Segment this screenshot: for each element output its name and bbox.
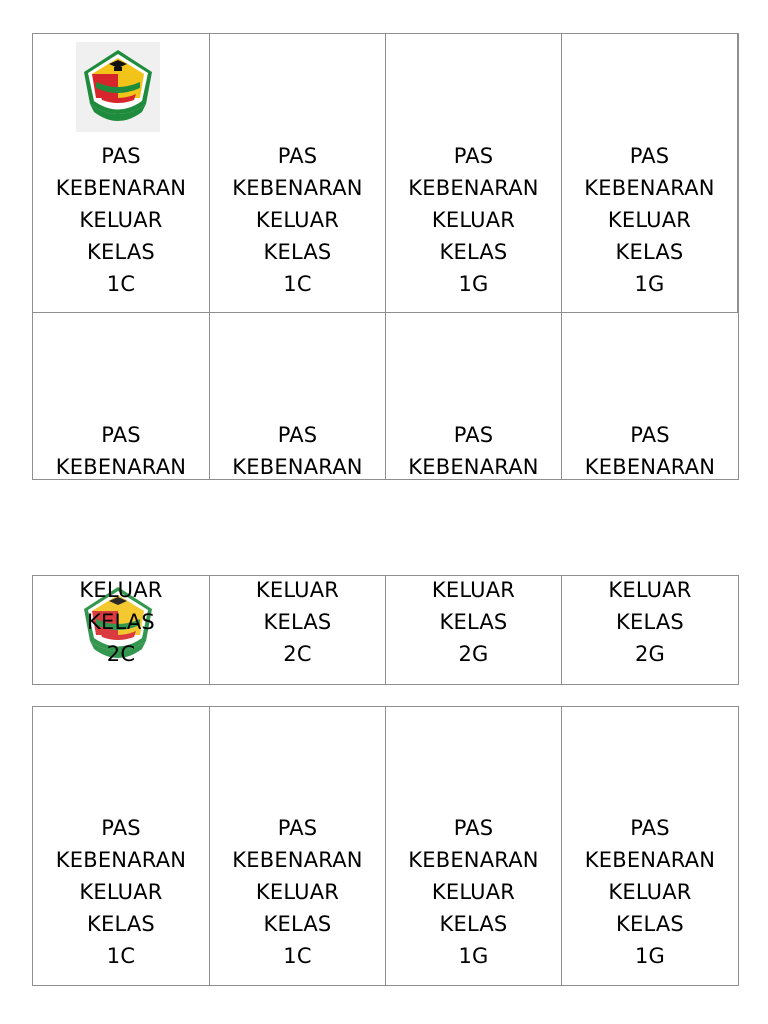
- pass-line: KELUAR: [79, 578, 163, 602]
- pass-line: PAS: [101, 423, 141, 447]
- pass-line: KELUAR: [79, 880, 163, 904]
- pass-line: KEBENARAN: [408, 455, 539, 479]
- pass-text: [562, 576, 738, 670]
- pass-line: PAS: [630, 816, 670, 840]
- pass-line: KEBENARAN: [408, 176, 539, 200]
- pass-line: KEBENARAN: [55, 176, 187, 200]
- pass-line: KELUAR: [255, 208, 340, 232]
- pass-text: [33, 576, 209, 670]
- pass-line: KELUAR: [431, 880, 516, 904]
- pass-cell: [386, 707, 562, 985]
- pass-line: KELUAR: [607, 208, 692, 232]
- pass-line: KELAS: [439, 912, 508, 936]
- class-code: 2G: [634, 642, 666, 666]
- pass-text: [562, 419, 738, 480]
- pass-line: KELUAR: [255, 880, 340, 904]
- pass-line: KELAS: [263, 240, 332, 264]
- pass-line: KELUAR: [79, 208, 163, 232]
- pass-cell: [562, 707, 738, 985]
- class-code: 1C: [106, 272, 136, 296]
- pass-text: [386, 576, 561, 670]
- pass-cell: [386, 34, 562, 313]
- pass-line: KELAS: [439, 240, 508, 264]
- pass-line: PAS: [630, 423, 670, 447]
- pass-cell: [210, 707, 386, 985]
- class-code: 1G: [634, 272, 665, 296]
- pass-text: [33, 140, 209, 300]
- pass-line: KEBENARAN: [55, 848, 187, 872]
- pass-line: KEBENARAN: [584, 455, 716, 479]
- pass-line: KELAS: [87, 912, 155, 936]
- school-crest-icon: [76, 42, 160, 132]
- pass-line: PAS: [277, 144, 318, 168]
- pass-line: PAS: [277, 423, 318, 447]
- pass-line: KEBENARAN: [408, 848, 539, 872]
- pass-line: PAS: [277, 816, 318, 840]
- pass-line: KEBENARAN: [584, 176, 715, 200]
- pass-cell: [210, 576, 386, 684]
- pass-text: [562, 140, 737, 300]
- pass-text: [386, 140, 561, 300]
- pass-text: [210, 812, 385, 972]
- pass-cell: [210, 313, 386, 480]
- pass-line: KELUAR: [431, 578, 516, 602]
- class-code: 1G: [634, 944, 666, 968]
- pass-line: KELAS: [263, 912, 332, 936]
- pass-cell: [33, 707, 210, 985]
- pass-line: PAS: [101, 816, 141, 840]
- pass-text: [386, 419, 561, 480]
- pass-cell: [562, 576, 738, 684]
- pass-line: KELUAR: [608, 578, 692, 602]
- pass-line: PAS: [629, 144, 670, 168]
- pass-line: KELUAR: [608, 880, 692, 904]
- class-code: 2G: [458, 642, 489, 666]
- pass-line: KEBENARAN: [55, 455, 187, 479]
- class-code: 2C: [106, 642, 136, 666]
- pass-line: PAS: [453, 144, 494, 168]
- pass-table-page-2: [32, 575, 739, 685]
- pass-line: KEBENARAN: [232, 176, 363, 200]
- class-code: 1G: [458, 944, 489, 968]
- pass-cell: [33, 576, 210, 684]
- pass-text: [210, 419, 385, 480]
- pass-line: KELAS: [616, 610, 684, 634]
- class-code: 2C: [283, 642, 312, 666]
- pass-line: PAS: [101, 144, 141, 168]
- class-code: 1C: [283, 944, 312, 968]
- pass-text: [562, 812, 738, 972]
- pass-text: [33, 812, 209, 972]
- pass-cell: [562, 34, 738, 313]
- pass-line: KELAS: [87, 610, 155, 634]
- pass-line: KEBENARAN: [232, 455, 363, 479]
- pass-line: PAS: [453, 816, 494, 840]
- pass-line: KELAS: [616, 912, 684, 936]
- pass-table-page-3: [32, 706, 739, 986]
- pass-line: KELAS: [615, 240, 684, 264]
- pass-cell: [33, 313, 210, 480]
- class-code: 1C: [106, 944, 136, 968]
- pass-cell: [33, 34, 210, 313]
- pass-line: KELUAR: [255, 578, 340, 602]
- class-code: 1C: [283, 272, 312, 296]
- pass-line: KEBENARAN: [584, 848, 716, 872]
- pass-table-page-1: [32, 33, 739, 480]
- pass-cell: [386, 313, 562, 480]
- pass-line: KELAS: [263, 610, 332, 634]
- pass-text: [210, 140, 385, 300]
- pass-text: [386, 812, 561, 972]
- class-code: 1G: [458, 272, 489, 296]
- pass-line: KELAS: [87, 240, 155, 264]
- pass-line: KEBENARAN: [232, 848, 363, 872]
- pass-text: [210, 576, 385, 670]
- pass-line: KELUAR: [431, 208, 516, 232]
- pass-cell: [386, 576, 562, 684]
- pass-cell: [562, 313, 738, 480]
- pass-line: PAS: [453, 423, 494, 447]
- pass-cell: [210, 34, 386, 313]
- pass-line: KELAS: [439, 610, 508, 634]
- pass-text: [33, 419, 209, 480]
